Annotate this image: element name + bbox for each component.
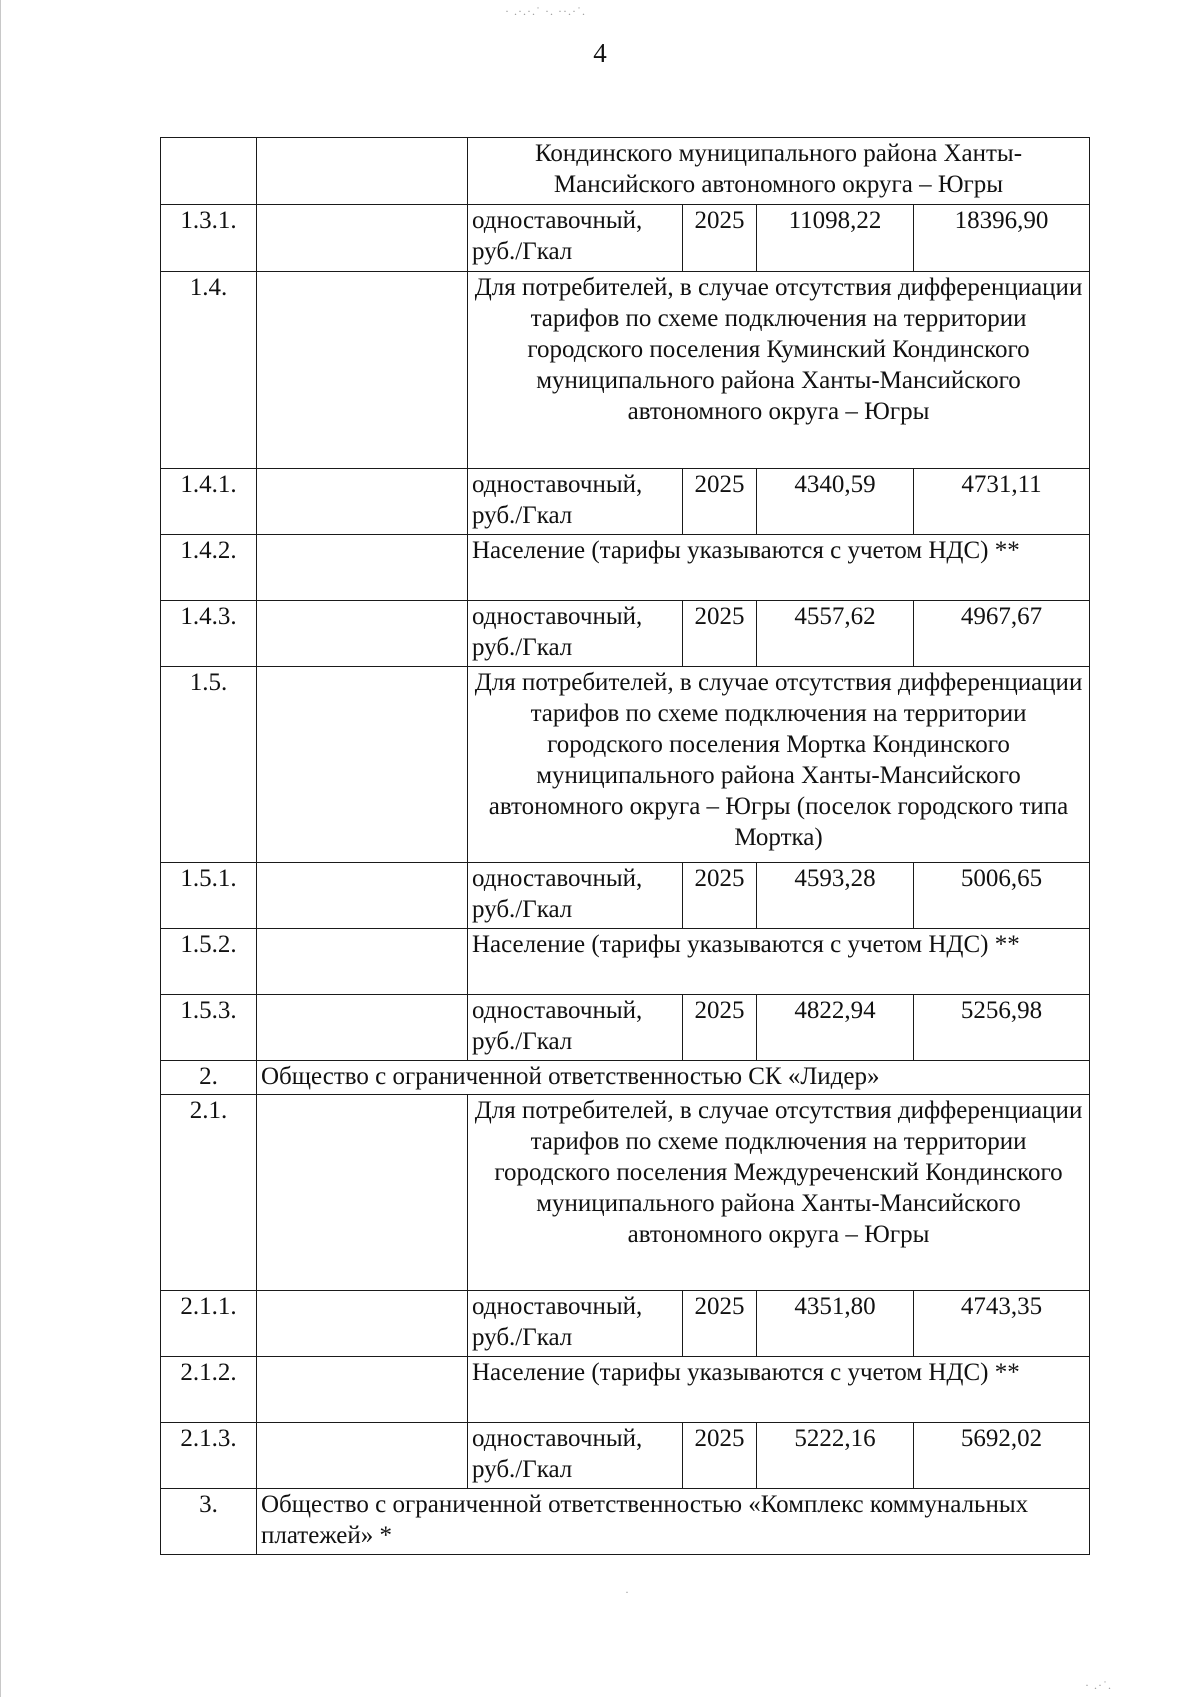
tariff-value-1: 5222,16 bbox=[757, 1423, 914, 1489]
tariff-unit: одноставочный, руб./Гкал bbox=[468, 469, 683, 535]
table-row bbox=[161, 1095, 1090, 1291]
row-number: 1.5.3. bbox=[161, 995, 257, 1061]
row-number: 1.5.2. bbox=[161, 929, 257, 995]
empty-cell bbox=[257, 469, 468, 535]
tariff-value-2: 18396,90 bbox=[914, 205, 1090, 272]
scan-noise: · .·.·.˙ ·. ··.·˙. bbox=[505, 4, 586, 18]
empty-cell bbox=[257, 601, 468, 667]
empty-cell bbox=[257, 535, 468, 601]
page-number: 4 bbox=[593, 38, 607, 68]
tariff-table bbox=[160, 137, 1090, 1555]
tariff-value-1: 4340,59 bbox=[757, 469, 914, 535]
tariff-unit: одноставочный, руб./Гкал bbox=[468, 863, 683, 929]
empty-cell bbox=[257, 863, 468, 929]
page-edge bbox=[0, 0, 1, 1697]
tariff-year: 2025 bbox=[683, 1423, 757, 1489]
table-row bbox=[161, 667, 1090, 863]
empty-cell bbox=[257, 929, 468, 995]
row-number: 1.4.1. bbox=[161, 469, 257, 535]
empty-cell bbox=[257, 1291, 468, 1357]
tariff-unit: одноставочный, руб./Гкал bbox=[468, 601, 683, 667]
empty-cell bbox=[257, 272, 468, 469]
tariff-unit: одноставочный, руб./Гкал bbox=[468, 1291, 683, 1357]
row-number: 2.1. bbox=[161, 1095, 257, 1291]
tariff-value-1: 4822,94 bbox=[757, 995, 914, 1061]
tariff-year: 2025 bbox=[683, 205, 757, 272]
table-row bbox=[161, 1291, 1090, 1357]
empty-cell bbox=[257, 995, 468, 1061]
row-number bbox=[161, 138, 257, 205]
row-number: 1.5. bbox=[161, 667, 257, 863]
population-note: Население (тарифы указываются с учетом НДС) ** bbox=[468, 535, 1090, 601]
table-row bbox=[161, 138, 1090, 205]
row-number: 1.4.2. bbox=[161, 535, 257, 601]
row-number: 3. bbox=[161, 1489, 257, 1555]
row-number: 1.3.1. bbox=[161, 205, 257, 272]
row-number: 1.5.1. bbox=[161, 863, 257, 929]
table-row bbox=[161, 272, 1090, 469]
empty-cell bbox=[257, 205, 468, 272]
tariff-year: 2025 bbox=[683, 469, 757, 535]
population-note: Население (тарифы указываются с учетом НДС) ** bbox=[468, 929, 1090, 995]
table-row bbox=[161, 863, 1090, 929]
section-heading: Кондинского муниципального района Ханты-Мансийского автономного округа – Югры bbox=[468, 138, 1090, 205]
empty-cell bbox=[257, 1095, 468, 1291]
table-row bbox=[161, 995, 1090, 1061]
section-heading: Для потребителей, в случае отсутствия дифференциации тарифов по схеме подключения на территории городского поселения Куминский Кондинского муниципального района Ханты-Мансийского автономного округа – Югры bbox=[468, 272, 1090, 469]
table-row bbox=[161, 535, 1090, 601]
table-row bbox=[161, 1061, 1090, 1095]
organization-name: Общество с ограниченной ответственностью СК «Лидер» bbox=[257, 1061, 1090, 1095]
table-row bbox=[161, 601, 1090, 667]
row-number: 2.1.2. bbox=[161, 1357, 257, 1423]
tariff-value-2: 5006,65 bbox=[914, 863, 1090, 929]
tariff-year: 2025 bbox=[683, 1291, 757, 1357]
table-row bbox=[161, 1489, 1090, 1555]
tariff-unit: одноставочный, руб./Гкал bbox=[468, 995, 683, 1061]
row-number: 2.1.3. bbox=[161, 1423, 257, 1489]
table-row bbox=[161, 1357, 1090, 1423]
empty-cell bbox=[257, 138, 468, 205]
table-row bbox=[161, 205, 1090, 272]
section-heading: Для потребителей, в случае отсутствия дифференциации тарифов по схеме подключения на территории городского поселения Междуреченский Кондинского муниципального района Ханты-Мансийского автономного округа – Югры bbox=[468, 1095, 1090, 1291]
row-number: 1.4. bbox=[161, 272, 257, 469]
row-number: 2.1.1. bbox=[161, 1291, 257, 1357]
tariff-value-1: 4593,28 bbox=[757, 863, 914, 929]
tariff-value-2: 5256,98 bbox=[914, 995, 1090, 1061]
tariff-unit: одноставочный, руб./Гкал bbox=[468, 205, 683, 272]
tariff-value-2: 4743,35 bbox=[914, 1291, 1090, 1357]
table-row bbox=[161, 929, 1090, 995]
tariff-year: 2025 bbox=[683, 863, 757, 929]
tariff-year: 2025 bbox=[683, 601, 757, 667]
tariff-value-2: 5692,02 bbox=[914, 1423, 1090, 1489]
tariff-value-2: 4731,11 bbox=[914, 469, 1090, 535]
section-heading: Для потребителей, в случае отсутствия дифференциации тарифов по схеме подключения на территории городского поселения Мортка Кондинского муниципального района Ханты-Мансийского автономного округа – Югры (поселок городского типа Мортка) bbox=[468, 667, 1090, 863]
empty-cell bbox=[257, 1423, 468, 1489]
tariff-year: 2025 bbox=[683, 995, 757, 1061]
row-number: 1.4.3. bbox=[161, 601, 257, 667]
population-note: Население (тарифы указываются с учетом НДС) ** bbox=[468, 1357, 1090, 1423]
table-row bbox=[161, 1423, 1090, 1489]
tariff-unit: одноставочный, руб./Гкал bbox=[468, 1423, 683, 1489]
table-row bbox=[161, 469, 1090, 535]
tariff-value-1: 4557,62 bbox=[757, 601, 914, 667]
empty-cell bbox=[257, 1357, 468, 1423]
tariff-value-1: 4351,80 bbox=[757, 1291, 914, 1357]
tariff-value-1: 11098,22 bbox=[757, 205, 914, 272]
scan-noise: · .·˙. bbox=[1085, 1678, 1112, 1692]
organization-name: Общество с ограниченной ответственностью «Комплекс коммунальных платежей» * bbox=[257, 1489, 1090, 1555]
empty-cell bbox=[257, 667, 468, 863]
scan-noise: · bbox=[625, 1585, 630, 1599]
tariff-value-2: 4967,67 bbox=[914, 601, 1090, 667]
row-number: 2. bbox=[161, 1061, 257, 1095]
